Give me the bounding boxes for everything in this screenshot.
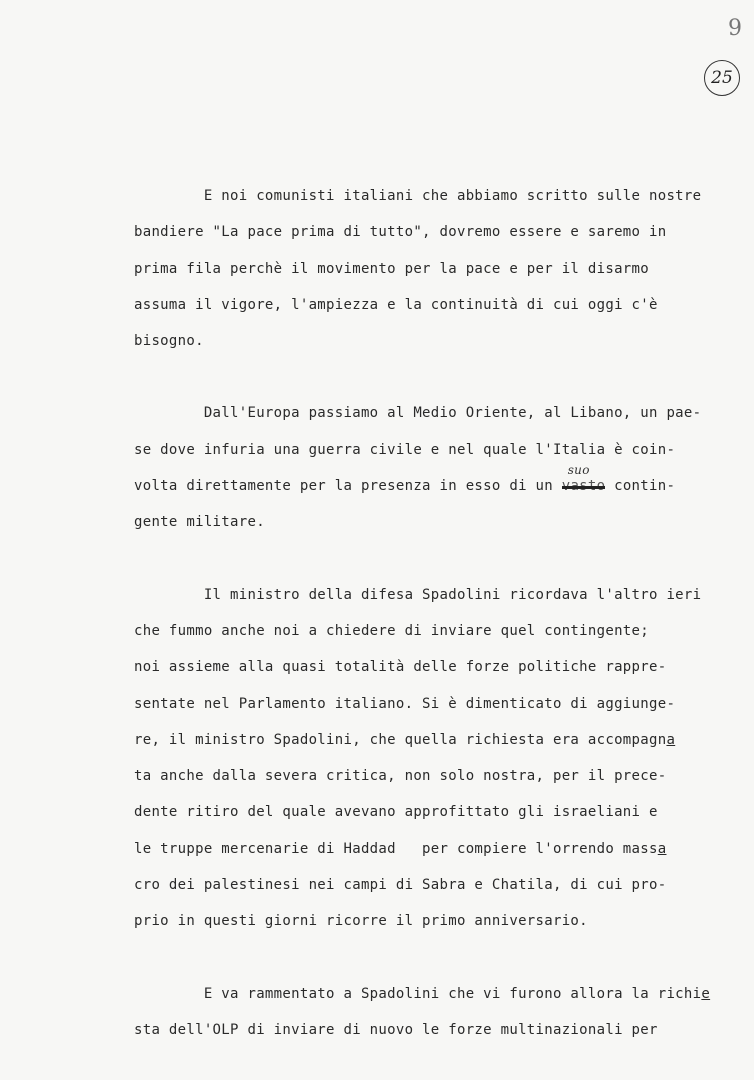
text-line: bisogno.	[134, 333, 204, 350]
underlined-letter: a	[657, 840, 667, 857]
struck-out-word: vasto	[561, 478, 606, 495]
text-line: prio in questi giorni ricorre il primo anniversario.	[134, 913, 588, 930]
text-line-with-correction	[134, 463, 714, 510]
text-line	[134, 837, 714, 873]
text-line: E noi comunisti italiani che abbiamo scritto sulle nostre	[134, 188, 702, 204]
paragraph-2	[134, 401, 714, 546]
text-line: se dove infuria una guerra civile e nel quale l'Italia è coin-	[134, 441, 676, 458]
text-segment: re, il ministro Spadolini, che quella richiesta era accompagn	[134, 731, 667, 748]
text-line: ta anche dalla severa critica, non solo nostra, per il prece-	[134, 768, 667, 785]
circled-page-number	[704, 60, 740, 96]
text-line: cro dei palestinesi nei campi di Sabra e Chatila, di cui pro-	[134, 877, 667, 894]
handwritten-page-number: 9	[728, 16, 742, 41]
circled-page-number-text: 25	[711, 68, 733, 88]
text-line: Il ministro della difesa Spadolini ricordava l'altro ieri	[134, 586, 702, 603]
text-line	[134, 728, 714, 764]
paragraph-4	[134, 982, 714, 1055]
underlined-letter: e	[701, 985, 711, 1002]
text-line: bandiere "La pace prima di tutto", dovremo essere e saremo in	[134, 224, 667, 241]
text-line: sentate nel Parlamento italiano. Si è dimenticato di aggiunge-	[134, 695, 676, 712]
text-line: dente ritiro del quale avevano approfittato gli israeliani e	[134, 804, 658, 821]
text-line: che fummo anche noi a chiedere di inviare quel contingente;	[134, 622, 649, 639]
text-line: gente militare.	[134, 514, 265, 531]
text-segment: volta direttamente per la presenza in esso di un	[134, 478, 562, 495]
text-segment: E va rammentato a Spadolini che vi furono allora la richi	[134, 985, 702, 1002]
handwritten-insertion: suo	[567, 463, 590, 478]
text-segment: le truppe mercenarie di Haddad per compiere l'orrendo mass	[134, 840, 658, 857]
text-line: Dall'Europa passiamo al Medio Oriente, al Libano, un pae-	[134, 405, 702, 422]
corrected-word	[561, 463, 606, 495]
text-line: sta dell'OLP di inviare di nuovo le forze multinazionali per	[134, 1021, 658, 1038]
text-line: prima fila perchè il movimento per la pace e per il disarmo	[134, 260, 649, 277]
text-line: assuma il vigore, l'ampiezza e la continuità di cui oggi c'è	[134, 296, 658, 313]
paragraph-3	[134, 583, 714, 946]
document-body	[134, 184, 714, 1054]
paragraph-1	[134, 184, 714, 365]
text-line	[134, 982, 714, 1018]
text-segment: contin-	[605, 478, 676, 495]
underlined-letter: a	[666, 731, 676, 748]
text-line: noi assieme alla quasi totalità delle forze politiche rappre-	[134, 659, 667, 676]
